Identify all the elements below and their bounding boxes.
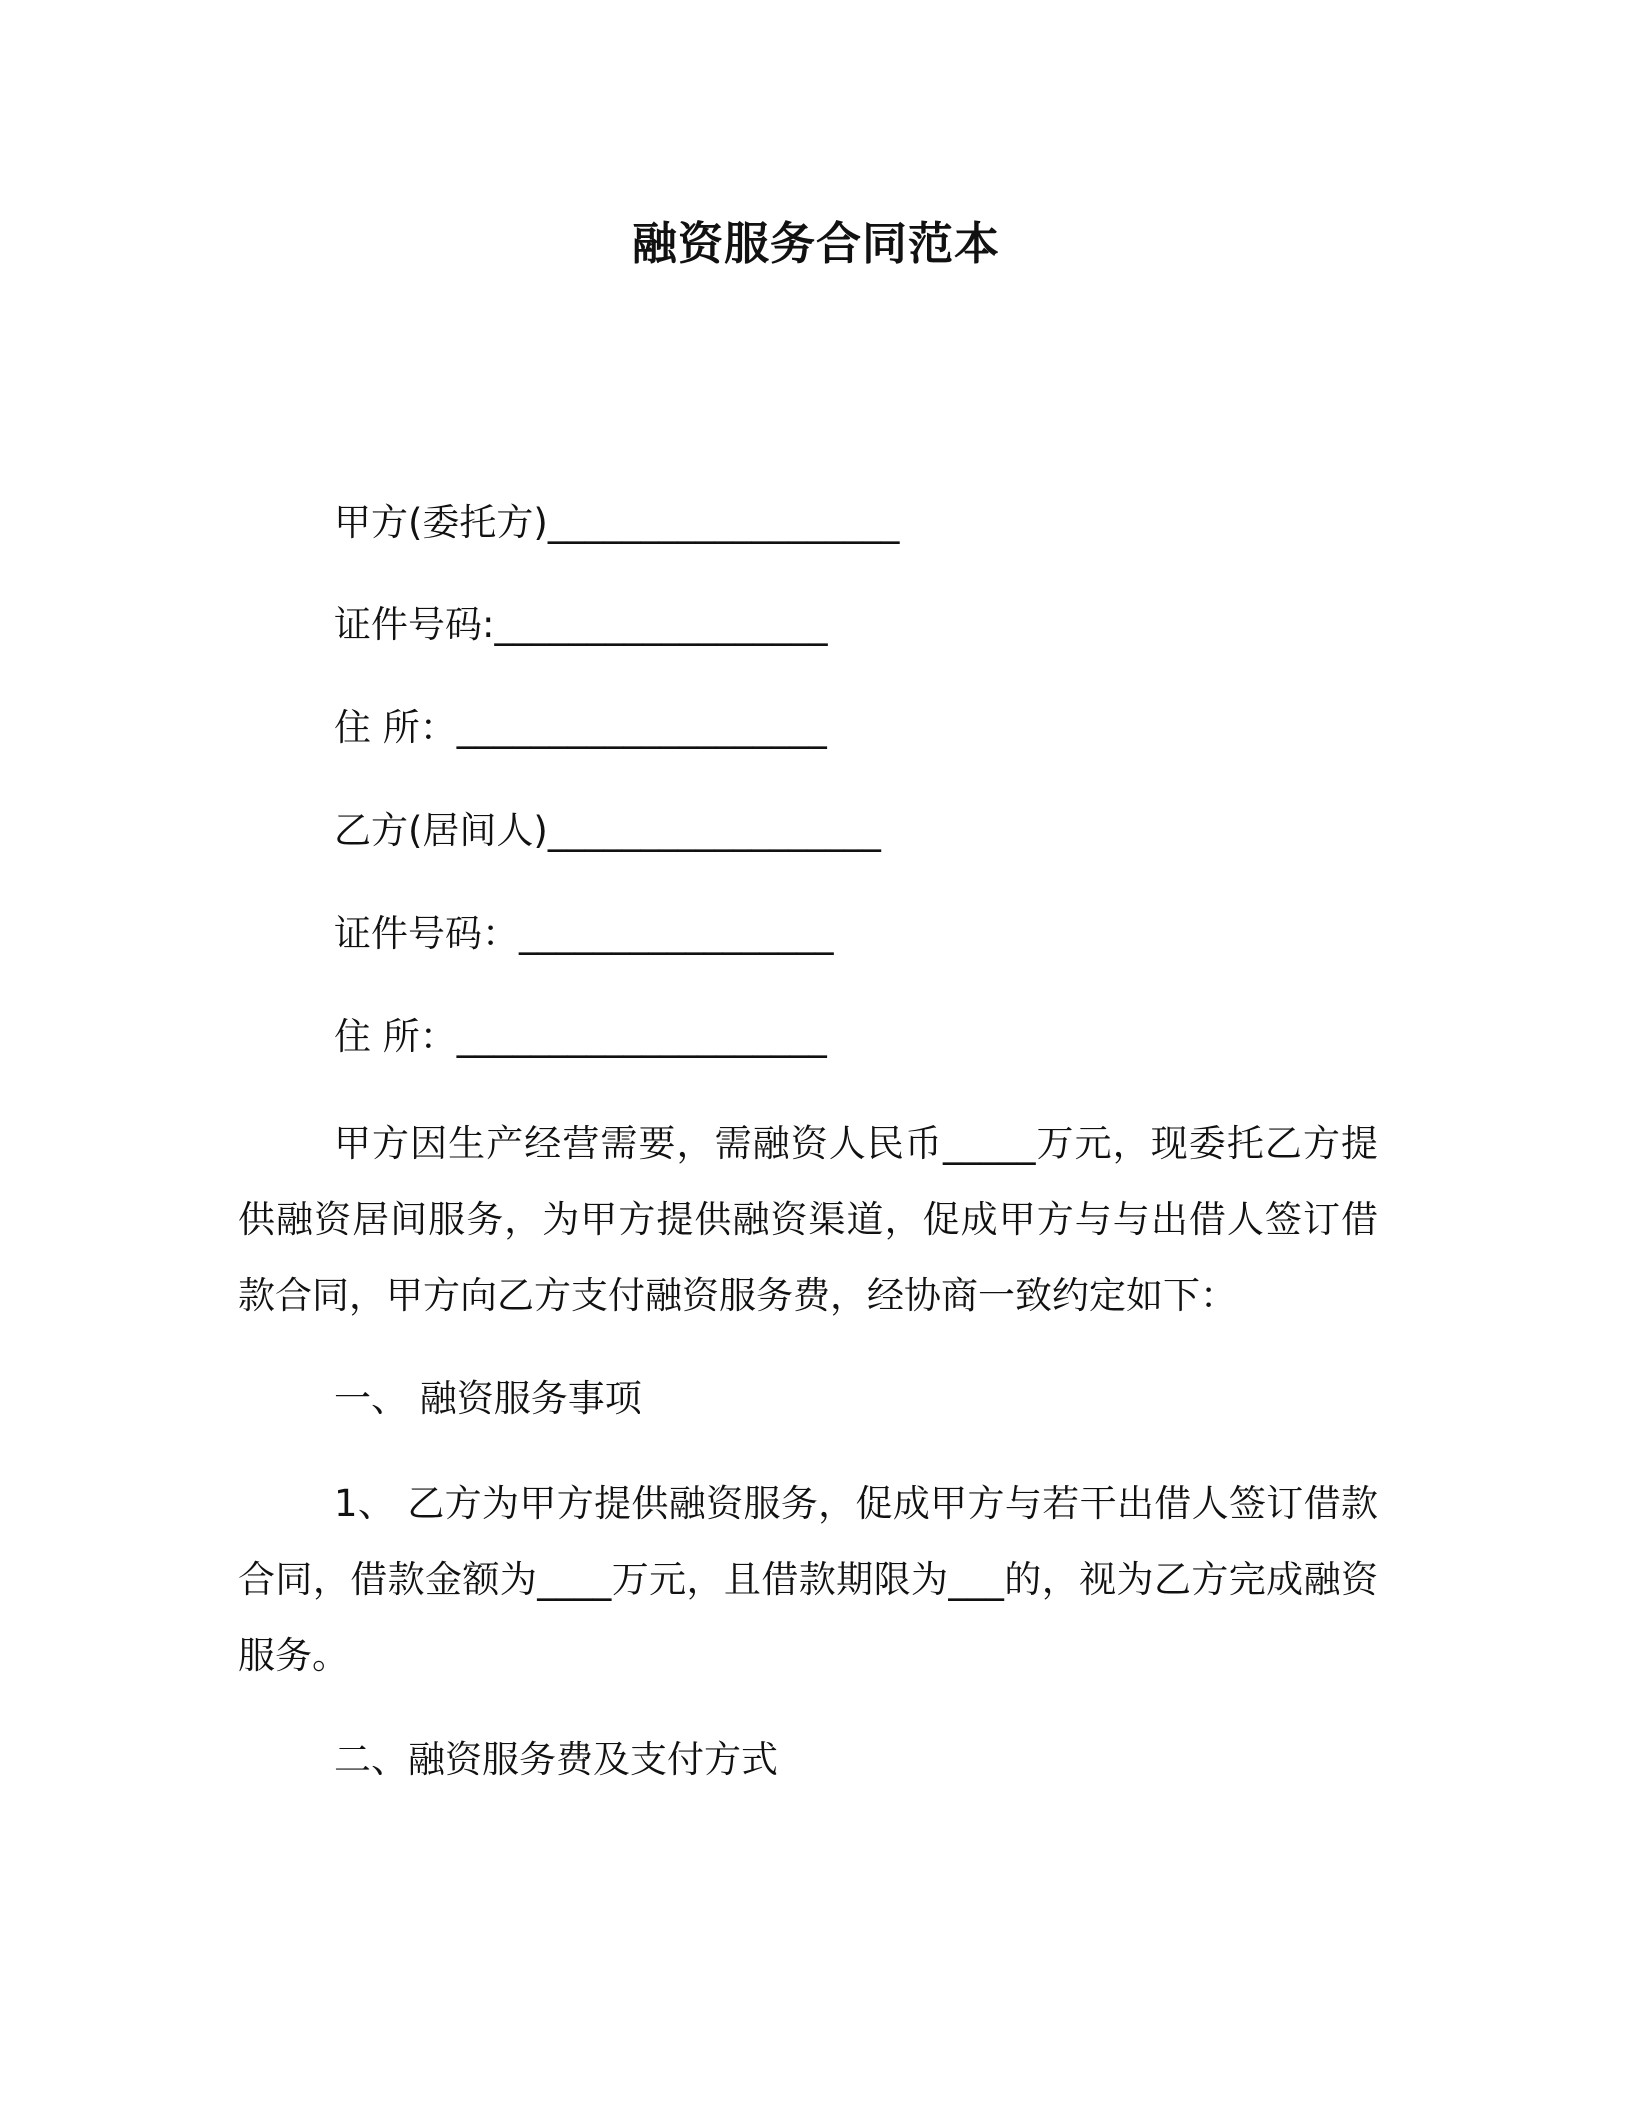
party-b-id-field: 证件号码：_________________	[334, 912, 834, 955]
document-title: 融资服务合同范本	[631, 217, 1000, 270]
intro-paragraph: 甲方因生产经营需要，需融资人民币_____万元，现委托乙方提供融资居间服务，为甲方提供融资渠道，促成甲方与与出借人签订借款合同，甲方向乙方支付融资服务费，经协商一致约定如下：	[238, 1122, 1378, 1317]
section-1-heading: 一、 融资服务事项	[334, 1377, 642, 1420]
party-a-id-field: 证件号码:__________________	[334, 603, 828, 646]
party-a-name-field: 甲方(委托方)___________________	[334, 501, 900, 544]
party-a-address-field: 住 所：____________________	[334, 706, 827, 749]
section-1-clause-1: 1、 乙方为甲方提供融资服务，促成甲方与若干出借人签订借款合同，借款金额为____万元，且借款期限为___的，视为乙方完成融资服务。	[238, 1482, 1378, 1677]
party-b-name-field: 乙方(居间人)__________________	[334, 809, 881, 852]
section-2-heading: 二、融资服务费及支付方式	[334, 1738, 778, 1781]
party-b-address-field: 住 所：____________________	[334, 1015, 827, 1058]
